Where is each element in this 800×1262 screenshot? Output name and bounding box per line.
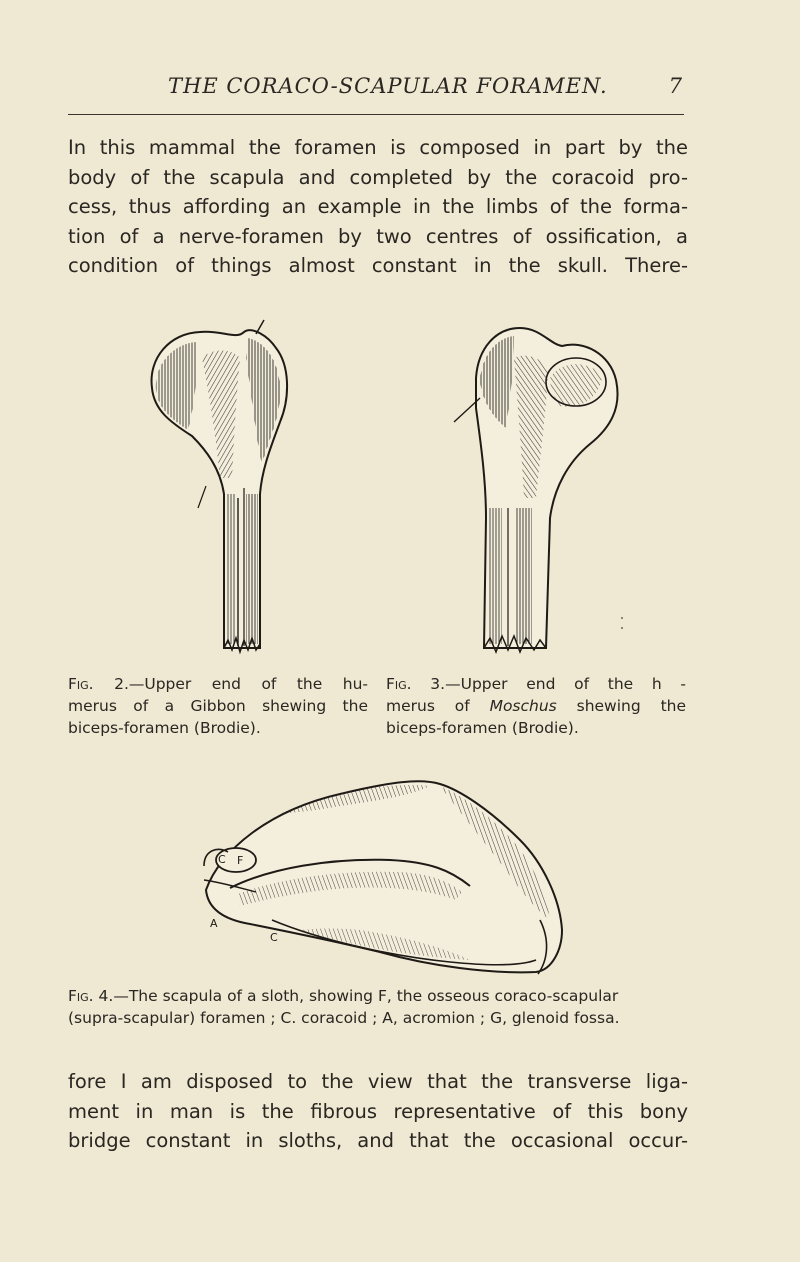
caption-text: merus of xyxy=(386,697,490,715)
caption-line: (supra-scapular) foramen ; C. coracoid ; A, acromion ; G, glenoid fossa. xyxy=(68,1009,620,1027)
label-f-foramen: F xyxy=(237,854,244,867)
figure-3-moschus-humerus-illustration xyxy=(450,318,630,658)
caption-line: —The scapula of a sloth, showing F, the osseous coraco-scapular xyxy=(113,987,619,1005)
figure-3-label: Fig. 3. xyxy=(386,675,446,693)
text-line: tion of a nerve-foramen by two centres of ossification, a xyxy=(68,224,688,248)
figure-2-caption xyxy=(68,673,368,739)
text-line: fore I am disposed to the view that the transverse liga- xyxy=(68,1070,688,1093)
genus-name: Moschus xyxy=(489,697,557,715)
running-head xyxy=(68,74,684,106)
text-line: ment in man is the fibrous representative of this bony xyxy=(68,1099,688,1123)
figure-2-gibbon-humerus-illustration xyxy=(140,318,300,658)
figure-4-sloth-scapula-illustration xyxy=(190,770,580,980)
text-line: cess, thus affording an example in the limbs of the forma- xyxy=(68,195,688,218)
text-line: condition of things almost constant in the skull. There- xyxy=(68,254,688,277)
caption-text: shewing the xyxy=(556,697,687,715)
label-c-lower: C xyxy=(270,931,278,944)
label-c-coracoid: C xyxy=(218,853,226,866)
caption-line: —Upper end of the hu- xyxy=(128,675,368,693)
text-line: body of the scapula and completed by the coracoid pro- xyxy=(68,165,688,189)
running-title: THE CORACO-SCAPULAR FORAMEN. xyxy=(168,74,608,98)
paragraph-2 xyxy=(68,1067,688,1156)
header-rule xyxy=(68,114,684,115)
figure-2-label: Fig. 2. xyxy=(68,675,129,693)
caption-line: biceps-foramen (Brodie). xyxy=(68,719,261,737)
paragraph-1 xyxy=(68,133,688,281)
caption-line: —Upper end of the h - xyxy=(445,675,687,693)
text-line: In this mammal the foramen is composed in part by the xyxy=(68,136,688,159)
figure-4-caption xyxy=(68,985,688,1029)
page-number: 7 xyxy=(668,74,682,98)
figure-4-label: Fig. 4. xyxy=(68,987,114,1005)
text-line: bridge constant in sloths, and that the occasional occur- xyxy=(68,1129,688,1152)
figure-3-caption xyxy=(386,673,686,739)
caption-line: biceps-foramen (Brodie). xyxy=(386,719,579,737)
label-a-acromion: A xyxy=(210,917,218,930)
caption-line: merus of a Gibbon shewing the xyxy=(68,697,368,715)
